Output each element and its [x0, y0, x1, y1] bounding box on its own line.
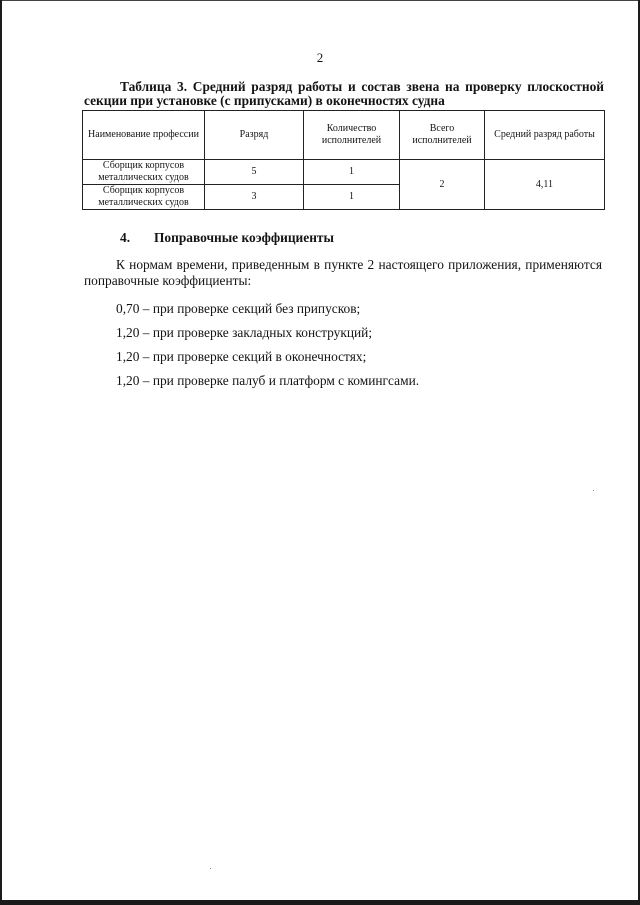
- scan-edge-top: [0, 0, 640, 1]
- table-header-row: [83, 111, 605, 160]
- table-title-line-1: Таблица 3. Средний разряд работы и состав звена на проверку плоскостной: [120, 79, 604, 94]
- header-count: Количество исполнителей: [304, 111, 400, 160]
- coefficient-item: 1,20 – при проверке палуб и платформ с комингсами.: [116, 373, 420, 388]
- scan-edge-bottom: [0, 900, 640, 905]
- coefficient-item: 1,20 – при проверке закладных конструкций;: [116, 325, 373, 340]
- section-number: 4.: [120, 230, 131, 245]
- cell-grade: 3: [205, 185, 304, 210]
- section-heading: [120, 230, 334, 246]
- cell-total-workers: 2: [400, 160, 485, 210]
- table-title: [84, 80, 604, 108]
- scan-speck: [593, 490, 594, 491]
- cell-grade: 5: [205, 160, 304, 185]
- cell-profession: Сборщик корпусов металлических судов: [83, 185, 205, 210]
- header-profession: Наименование профессии: [83, 111, 205, 160]
- table-row: [83, 160, 605, 185]
- header-total-workers: Всего исполнителей: [400, 111, 485, 160]
- cell-count: 1: [304, 185, 400, 210]
- coefficient-item: 0,70 – при проверке секций без припусков;: [116, 301, 361, 316]
- page-number: 2: [316, 50, 324, 65]
- section-title: Поправочные коэффициенты: [154, 230, 334, 245]
- header-average-grade: Средний разряд работы: [485, 111, 605, 160]
- table-title-line-2: секции при установке (с припусками) в оконечностях судна: [84, 93, 445, 108]
- scan-edge-left: [0, 0, 2, 905]
- scan-speck: [210, 868, 211, 869]
- coefficient-item: 1,20 – при проверке секций в оконечностях;: [116, 349, 367, 364]
- header-grade: Разряд: [205, 111, 304, 160]
- cell-count: 1: [304, 160, 400, 185]
- cell-average-grade: 4,11: [485, 160, 605, 210]
- cell-profession: Сборщик корпусов металлических судов: [83, 160, 205, 185]
- crew-composition-table: [82, 110, 605, 210]
- section-intro-paragraph: К нормам времени, приведенным в пункте 2 настоящего приложения, применяются поправочные коэффициенты:: [84, 257, 602, 288]
